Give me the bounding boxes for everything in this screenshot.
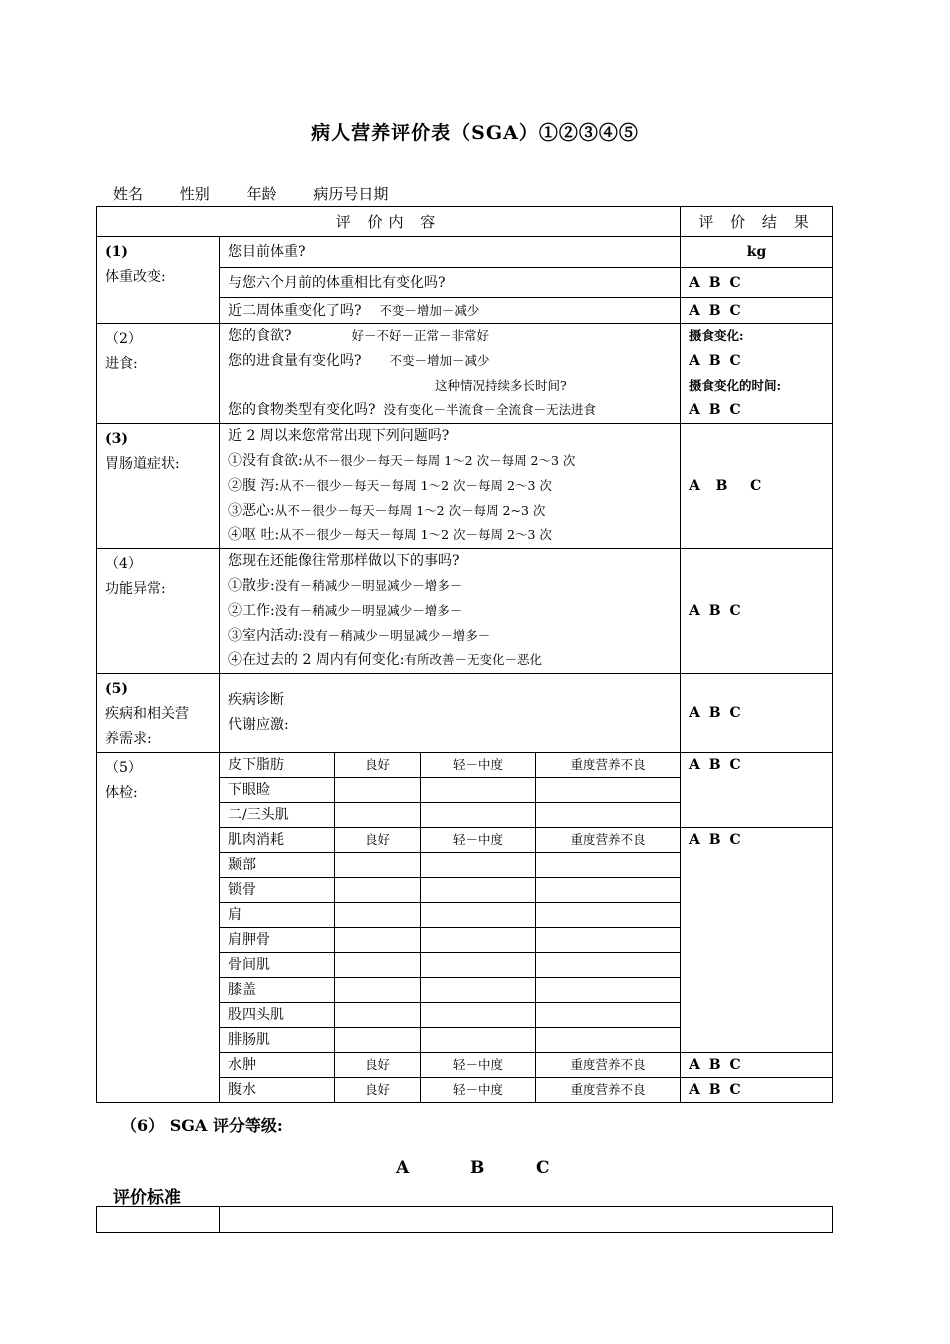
header-result: 评 价 结 果 — [681, 207, 833, 237]
exam-row-label: 皮下脂肪 — [220, 753, 335, 778]
exam-row-label: 颞部 — [220, 853, 335, 878]
sga-grade-label: （6） SGA 评分等级: — [121, 1116, 283, 1135]
criteria-cell[interactable] — [220, 1207, 833, 1233]
exam-row-label: 锁骨 — [220, 878, 335, 903]
grade-mild-moderate: 轻－中度 — [421, 753, 536, 778]
grade-severe: 重度营养不良 — [536, 753, 681, 778]
disease-label: (5) 疾病和相关营 养需求: — [97, 674, 220, 753]
weight-6month-result: A B C — [681, 268, 833, 298]
disease-result: A B C — [681, 674, 833, 753]
weight-2week-result: A B C — [681, 298, 833, 324]
grade-severe: 重度营养不良 — [536, 828, 681, 853]
page-title: 病人营养评价表（SGA）①②③④⑤ — [311, 122, 639, 144]
weight-6month-question: 与您六个月前的体重相比有变化吗? — [220, 268, 681, 298]
grade-severe: 重度营养不良 — [536, 1053, 681, 1078]
weight-change-label: (1) 体重改变: — [97, 237, 220, 324]
exam-row-label: 下眼睑 — [220, 778, 335, 803]
intake-label: （2） 进食: — [97, 324, 220, 424]
physical-exam-label: （5） 体检: — [97, 753, 220, 1103]
grade-mild-moderate: 轻－中度 — [421, 1078, 536, 1103]
function-questions: 您现在还能像往常那样做以下的事吗? ①散步:没有－稍减少－明显减少－增多－ ②工作:没有－稍减少－明显减少－增多－ ③室内活动:没有－稍减少－明显减少－增多－ ④在过去的 2 周内有何变化:有所改善－无变化－恶化 — [220, 549, 681, 674]
grade-c: C — [536, 1158, 550, 1178]
grade-good: 良好 — [335, 1053, 421, 1078]
exam-row-label: 肩胛骨 — [220, 928, 335, 953]
disease-questions: 疾病诊断 代谢应激: — [220, 674, 681, 753]
gi-symptoms-questions: 近 2 周以来您常常出现下列问题吗? ①没有食欲:从不－很少－每天－每周 1～2 次－每周 2～3 次 ②腹 泻:从不－很少－每天－每周 1～2 次－每周 2～3 次 ③恶心:从不－很少－每天－每周 1～2 次－每周 2~3 次 ④呕 吐:从不－很少－每天－每周 1～2 次－每周 2～3 次 — [220, 424, 681, 549]
grade-severe: 重度营养不良 — [536, 1078, 681, 1103]
exam-row-label: 骨间肌 — [220, 953, 335, 978]
grade-mild-moderate: 轻－中度 — [421, 828, 536, 853]
exam-row-label: 肩 — [220, 903, 335, 928]
weight-current-question: 您目前体重? — [220, 237, 681, 268]
grade-a: A — [396, 1158, 410, 1178]
criteria-label: 评价标准 — [113, 1188, 181, 1208]
exam-row-label: 二/三头肌 — [220, 803, 335, 828]
gi-symptoms-label: (3) 胃肠道症状: — [97, 424, 220, 549]
patient-info-line — [113, 183, 410, 204]
name-label: 姓名 — [113, 185, 144, 203]
age-label: 年龄 — [246, 185, 277, 203]
function-label: （4） 功能异常: — [97, 549, 220, 674]
criteria-cell[interactable] — [97, 1207, 220, 1233]
grade-good: 良好 — [335, 828, 421, 853]
weight-unit: kg — [681, 237, 833, 268]
fat-result: A B C — [681, 753, 833, 828]
weight-2week-question: 近二周体重变化了吗? 不变－增加－减少 — [220, 298, 681, 324]
grade-good: 良好 — [335, 753, 421, 778]
grade-b: B — [470, 1158, 485, 1178]
intake-result: 摄食变化: A B C 摄食变化的时间: A B C — [681, 324, 833, 424]
grade-good: 良好 — [335, 1078, 421, 1103]
gi-symptoms-result: A B C — [681, 424, 833, 549]
edema-result: A B C — [681, 1053, 833, 1078]
ascites-result: A B C — [681, 1078, 833, 1103]
intake-questions: 您的食欲? 好－不好－正常－非常好 您的进食量有变化吗? 不变－增加－减少 这种情况持续多长时间? 您的食物类型有变化吗? 没有变化－半流食－全流食－无法进食 — [220, 324, 681, 424]
exam-row-label: 膝盖 — [220, 978, 335, 1003]
grade-mild-moderate: 轻－中度 — [421, 1053, 536, 1078]
muscle-result: A B C — [681, 828, 833, 1053]
criteria-table — [96, 1206, 833, 1233]
exam-row-label: 腹水 — [220, 1078, 335, 1103]
function-result: A B C — [681, 549, 833, 674]
exam-row-label: 肌肉消耗 — [220, 828, 335, 853]
exam-row-label: 腓肠肌 — [220, 1028, 335, 1053]
sga-assessment-table — [96, 206, 833, 1103]
exam-row-label: 水肿 — [220, 1053, 335, 1078]
record-date-label: 病历号日期 — [313, 185, 389, 203]
exam-row-label: 股四头肌 — [220, 1003, 335, 1028]
gender-label: 性别 — [179, 185, 210, 203]
header-content: 评 价内 容 — [97, 207, 681, 237]
